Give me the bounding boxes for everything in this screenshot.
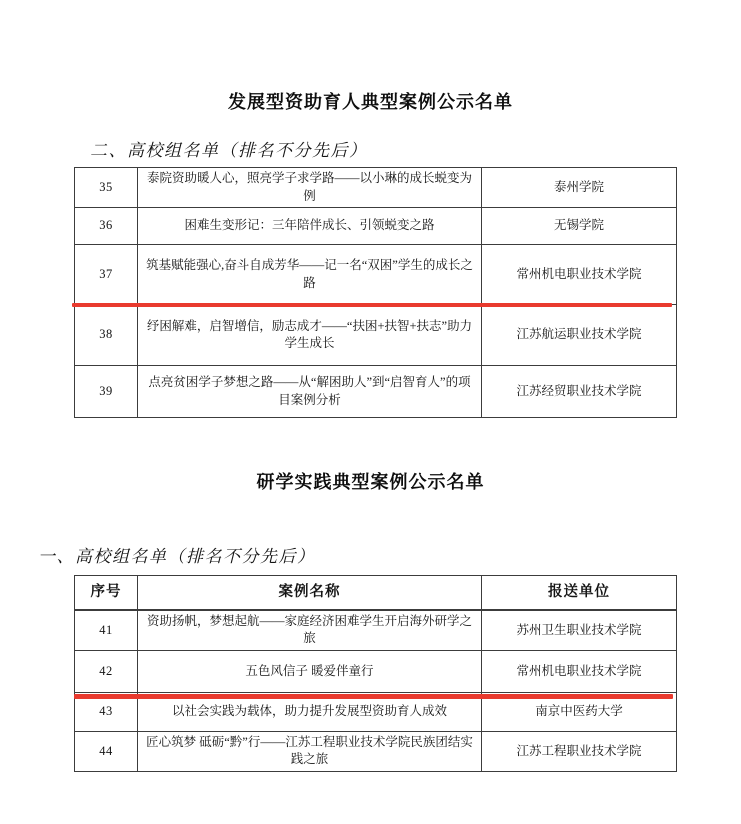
col-header-index: 序号 (75, 576, 138, 610)
case-title-cell: 以社会实践为载体，助力提升发展型资助育人成效 (138, 693, 482, 732)
case-index-cell: 43 (75, 693, 138, 732)
org-cell: 南京中医药大学 (482, 693, 677, 732)
table-row (75, 208, 677, 245)
org-cell: 泰州学院 (482, 168, 677, 208)
org-cell: 江苏工程职业技术学院 (482, 732, 677, 772)
section-heading-university-group-2: 二、高校组名单（排名不分先后） (90, 141, 368, 160)
section-heading-university-group-1: 一、高校组名单（排名不分先后） (38, 547, 316, 566)
org-cell: 常州机电职业技术学院 (482, 245, 677, 305)
case-index-cell: 41 (75, 610, 138, 651)
table-row-highlighted (75, 651, 677, 693)
case-title-cell: 五色风信子 暖爱伴童行 (138, 651, 482, 693)
case-table-study-practice (74, 575, 677, 772)
case-title-cell: 纾困解难，启智增信，励志成才——“扶困+扶智+扶志”助力学生成长 (138, 305, 482, 366)
case-index-cell: 39 (75, 366, 138, 418)
col-header-org: 报送单位 (482, 576, 677, 610)
table-row (75, 366, 677, 418)
org-cell: 苏州卫生职业技术学院 (482, 610, 677, 651)
col-header-case-name: 案例名称 (138, 576, 482, 610)
table-row-highlighted (75, 245, 677, 305)
case-index-cell: 44 (75, 732, 138, 772)
table-row (75, 732, 677, 772)
case-index-cell: 38 (75, 305, 138, 366)
red-highlight-underline-row-37 (72, 303, 672, 307)
case-index-cell: 42 (75, 651, 138, 693)
case-title-cell: 点亮贫困学子梦想之路——从“解困助人”到“启智育人”的项目案例分析 (138, 366, 482, 418)
table-row (75, 610, 677, 651)
org-cell: 无锡学院 (482, 208, 677, 245)
case-index-cell: 37 (75, 245, 138, 305)
org-cell: 江苏航运职业技术学院 (482, 305, 677, 366)
case-title-cell: 困难生变形记：三年陪伴成长、引领蜕变之路 (138, 208, 482, 245)
red-highlight-underline-row-42 (74, 694, 673, 699)
table-row (75, 168, 677, 208)
case-index-cell: 36 (75, 208, 138, 245)
org-cell: 常州机电职业技术学院 (482, 651, 677, 693)
case-table-development-aid (74, 167, 677, 418)
case-title-cell: 资助扬帆，梦想起航——家庭经济困难学生开启海外研学之旅 (138, 610, 482, 651)
case-index-cell: 35 (75, 168, 138, 208)
doc-title-development-aid: 发展型资助育人典型案例公示名单 (228, 92, 513, 112)
org-cell: 江苏经贸职业技术学院 (482, 366, 677, 418)
case-title-cell: 泰院资助暖人心，照亮学子求学路——以小琳的成长蜕变为例 (138, 168, 482, 208)
case-title-cell: 筑基赋能强心,奋斗自成芳华——记一名“双困”学生的成长之路 (138, 245, 482, 305)
table-row (75, 305, 677, 366)
doc-title-study-practice: 研学实践典型案例公示名单 (256, 472, 485, 492)
table-header-row (75, 576, 677, 610)
case-title-cell: 匠心筑梦 砥砺“黔”行——江苏工程职业技术学院民族团结实践之旅 (138, 732, 482, 772)
